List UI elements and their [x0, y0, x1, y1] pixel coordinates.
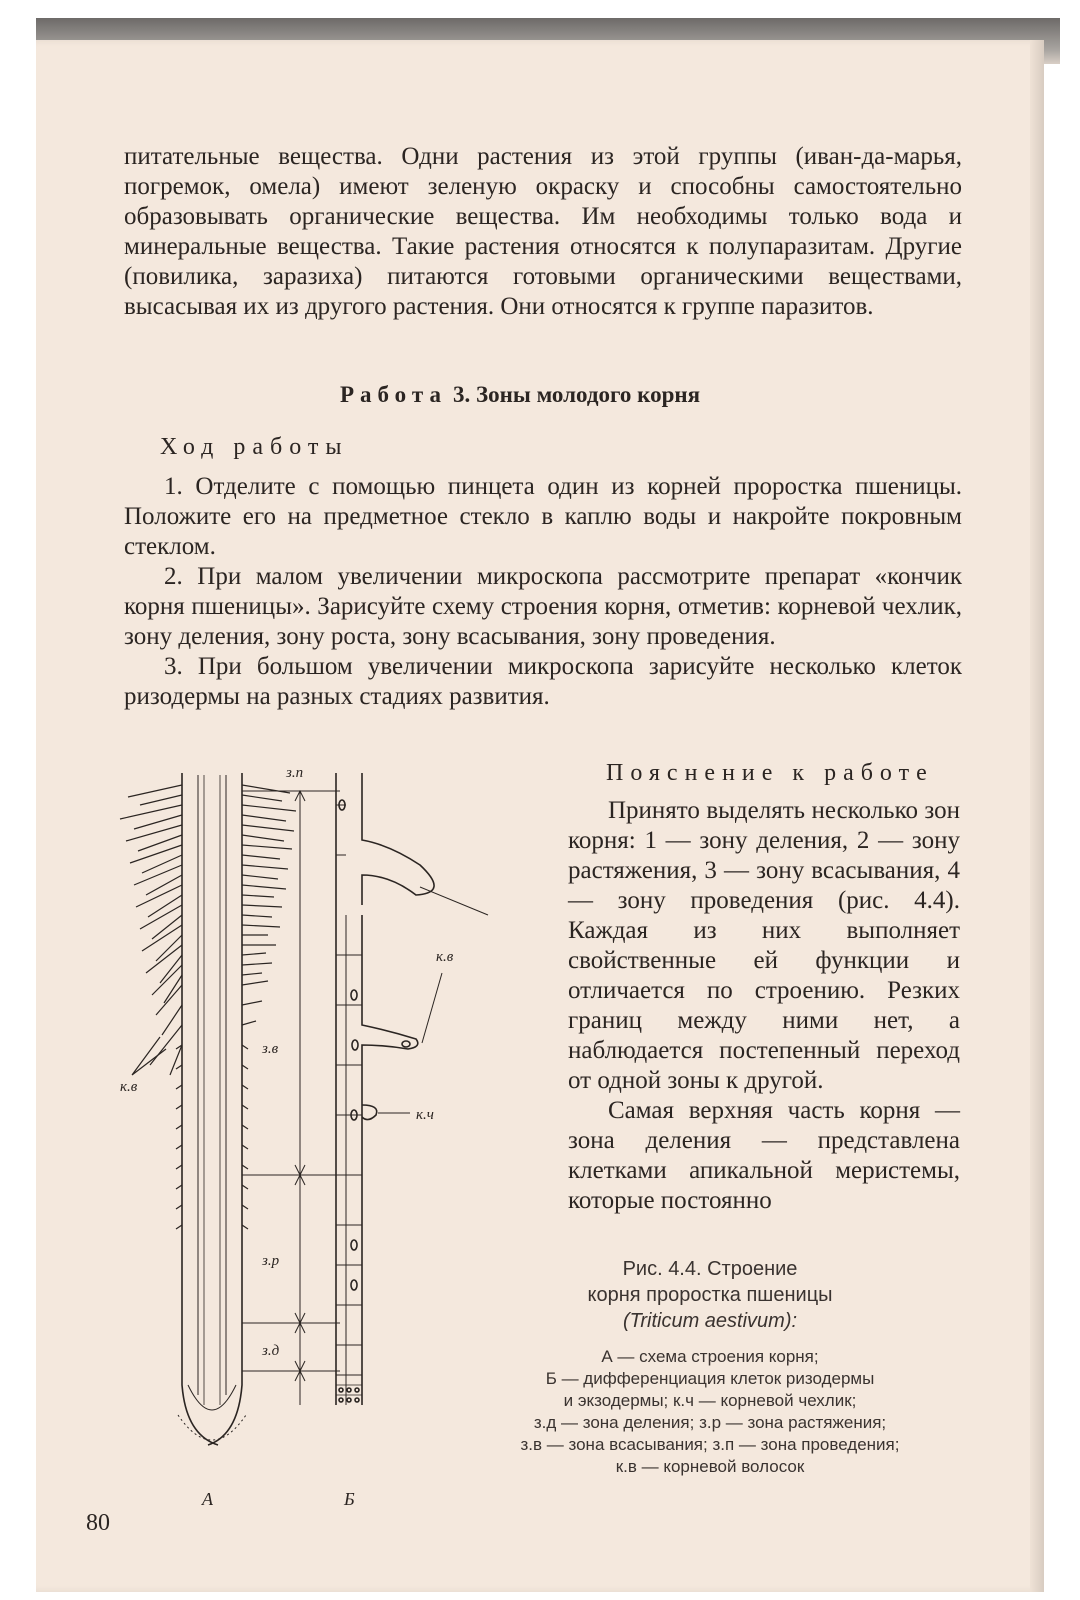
caption-legend-line: з.в — зона всасывания; з.п — зона проведения; [520, 1435, 900, 1454]
caption-legend-line: з.д — зона деления; з.р — зона растяжения; [533, 1413, 887, 1432]
label-panel-b: Б [344, 1489, 355, 1509]
root-scheme-a [178, 773, 246, 1445]
explanation-heading: Пояснение к работе [606, 760, 934, 786]
caption-title-3: (Triticum aestivum): [622, 1310, 798, 1332]
caption-legend [430, 1346, 990, 1478]
caption-legend-line: Б — дифференциация клеток ризодермы [545, 1369, 875, 1388]
root-hairs-a [120, 785, 296, 1229]
caption-title-1: Рис. 4.4. Строение [622, 1258, 798, 1280]
procedure-step-3: 3. При большом увеличении микроскопа зарисуйте несколько клеток ризодермы на разных стадиях развития. [124, 653, 962, 710]
caption-legend-line: и экзодермы; к.ч — корневой чехлик; [563, 1391, 857, 1410]
section-label: Работа [339, 382, 447, 407]
explanation-block [568, 758, 960, 1216]
caption-legend-line: к.в — корневой волосок [615, 1457, 805, 1476]
intro-paragraph [124, 142, 962, 322]
figure-caption [430, 1256, 990, 1478]
procedure-step-2: 2. При малом увеличении микроскопа рассмотрите препарат «кончик корня пшеницы». Зарисуйте схему строения корня, отметив: корневой чехлик, зону деления, зону роста, зону всасывания, зону проведения. [124, 563, 962, 650]
cells-b [336, 773, 434, 1405]
label-panel-a: А [202, 1489, 213, 1509]
label-zv: з.в [262, 1041, 279, 1057]
leader-lines [378, 887, 488, 1113]
page-edge [1030, 40, 1044, 1592]
label-kv-right: к.в [436, 949, 454, 965]
intro-text: питательные вещества. Одни растения из этой группы (иван-да-марья, погремок, омела) имеют зеленую окраску и способны самостоятельно образовывать органические вещества. Им необходимы только вода и минеральные вещества. Такие растения относятся к полупаразитам. Другие (повилика, заразиха) питаются готовыми органическими веществами, высасывая их из другого растения. Они относятся к группе паразитов. [124, 143, 962, 320]
label-kch: к.ч [416, 1107, 434, 1123]
label-zd: з.д [262, 1343, 280, 1359]
page-number: 80 [86, 1510, 110, 1536]
section-title: 3. Зоны молодого корня [452, 382, 701, 407]
caption-title-2: корня проростка пшеницы [587, 1284, 833, 1306]
label-zp: з.п [286, 765, 304, 781]
caption-legend-line: А — схема строения корня; [601, 1347, 819, 1366]
label-kv-left: к.в [120, 1079, 138, 1095]
explanation-paragraph-2: Самая верхняя часть корня — зона деления — представлена клетками апикальной меристемы, которые постоянно [568, 1097, 960, 1214]
label-zr: з.р [262, 1253, 280, 1269]
zone-markers [242, 791, 340, 1405]
procedure-block [124, 432, 962, 712]
explanation-paragraph-1: Принято выделять несколько зон корня: 1 — зону деления, 2 — зону растяжения, 3 — зону всасывания, 4 — зону проведения (рис. 4.4). Каждая из них выполняет свойственные ей функции и отличается по строению. Резких границ между ними нет, а наблюдается постепенный переход от одной зоны к другой. [568, 797, 960, 1094]
section-heading [90, 382, 950, 408]
procedure-step-1: 1. Отделите с помощью пинцета один из корней проростка пшеницы. Положите его на предметное стекло в каплю воды и накройте покровным стеклом. [124, 473, 962, 560]
procedure-heading: Ход работы [160, 434, 349, 460]
